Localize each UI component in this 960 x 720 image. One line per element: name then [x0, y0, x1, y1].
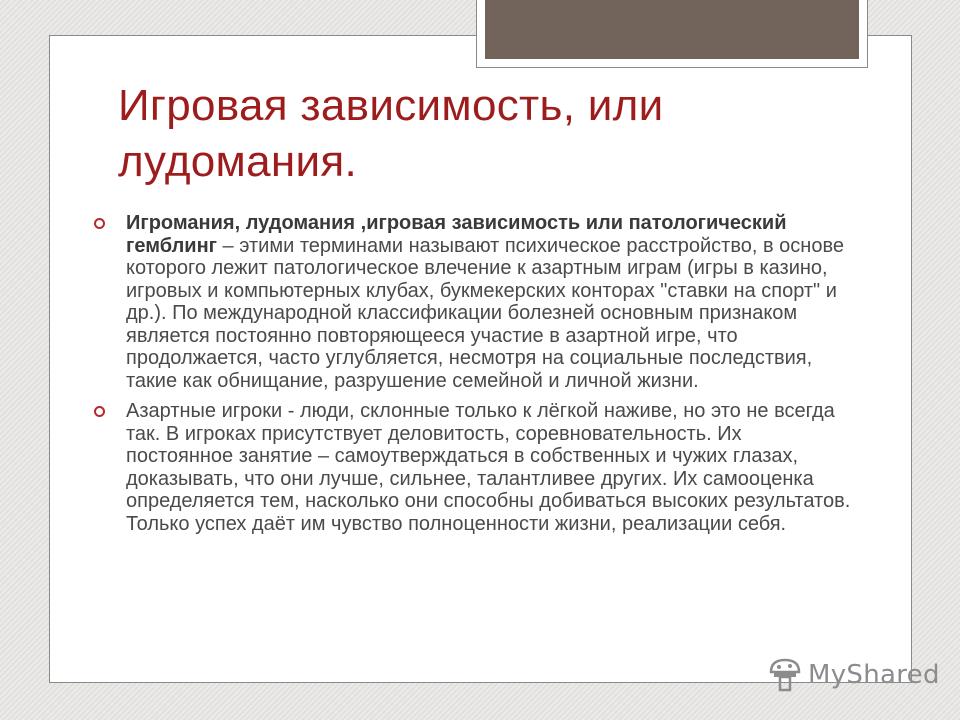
bullet-list: [94, 212, 854, 535]
bullet-marker-icon: [94, 218, 105, 229]
accent-tab: [476, 0, 868, 68]
watermark: [768, 655, 940, 695]
bullet-1-text: – этими терминами называют психическое расстройство, в основе которого лежит патологическое влечение к азартным играм (игры в казино, игровых и компьютерных клубах, букмекерских конторах "ставки на спорт" и др.). По международной классификации болезней основным признаком является постоянно повторяющееся участие в азартной игре, что продолжается, часто углубляется, несмотря на социальные последствия, такие как обнищание, разрушение семейной и личной жизни.: [126, 234, 844, 392]
watermark-text: MyShared: [808, 660, 940, 690]
title-line-2: лудомания.: [118, 137, 358, 186]
title-line-1: Игровая зависимость, или: [118, 81, 664, 130]
slide-title: [118, 78, 838, 190]
bullet-2-text: Азартные игроки - люди, склонные только к лёгкой наживе, но это не всегда так. В игроках присутствует деловитость, соревновательность. Их постоянное занятие – самоутверждаться в собственных и чужих глазах, доказывать, что они лучше, сильнее, талантливее других. Их самооценка определяется тем, насколько они способны добиваться высоких результатов. Только успех даёт им чувство полноценности жизни, реализации себя.: [126, 400, 851, 535]
bullet-item-1: [94, 212, 854, 392]
mushroom-icon: [768, 657, 802, 693]
bullet-1-term: Игромания, лудомания ,игровая зависимость или патологический гемблинг: [126, 212, 787, 257]
bullet-marker-icon: [94, 406, 105, 417]
accent-tab-fill: [485, 0, 859, 59]
bullet-item-2: [94, 400, 854, 535]
